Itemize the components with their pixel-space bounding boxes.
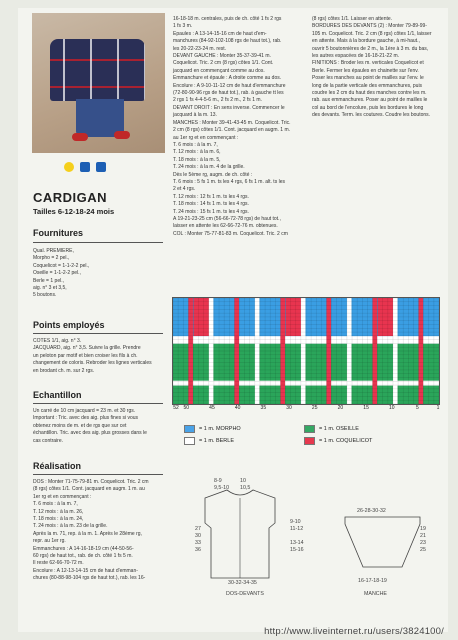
- text-line: 2 cm (8 rgs) côtes 1/1. Cont. jacquard en augm. 1 m.: [173, 127, 290, 134]
- legend-item-berle: [184, 437, 234, 445]
- legend-swatch: [304, 437, 315, 445]
- section-divider: [33, 474, 163, 475]
- text-line: T. 6 mois : à la m. 7,: [33, 501, 78, 508]
- text-line: T. 24 mois : à la m. 23 de la grille.: [33, 523, 108, 530]
- instructions-column-3: [312, 16, 440, 120]
- x-tick-label: 1: [436, 405, 440, 411]
- dos-devants-label: DOS-DEVANTS: [226, 591, 264, 597]
- text-line: au 1er rg et en commençant :: [173, 134, 239, 141]
- text-line: Epaules : A 13-14-15-16 cm de haut d'em-: [173, 30, 267, 37]
- echantillon-text: [33, 408, 165, 445]
- section-divider: [33, 333, 163, 334]
- text-line: JACQUARD, aig. n° 3,5. Suivre la grille. Prendre: [33, 345, 141, 352]
- legend-label: = 1 m. BERLE: [199, 438, 235, 444]
- text-line: COL : Monter 75-77-81-83 m. Coquelicot. Tric. 2 cm: [173, 230, 288, 237]
- instructions-column-2: [173, 16, 301, 238]
- text-line: (8 rgs) côtes 1/1. Laisser en attente.: [312, 16, 393, 22]
- x-tick-label: 5: [416, 405, 419, 411]
- text-line: jacquard à la m. 13.: [173, 112, 217, 119]
- text-line: les 20-22-23-24 m. rest.: [173, 45, 227, 52]
- manche-top: 26-28-30-32: [357, 508, 386, 514]
- text-line: coudre les 2 cm du haut des manches contre les m.: [312, 90, 427, 97]
- text-line: chures (80-88-98-104 rgs de haut tot.), rab. les 16-: [33, 575, 146, 582]
- text-line: 60 rgs) de haut tot., rab. de ch. côté 1 fs 5 m.: [33, 553, 133, 560]
- text-line: T. 12 mois : 12 fs 1 m. ts les 4 rgs.: [173, 193, 249, 200]
- text-line: Après la m. 71, rep. à la m. 1. Après le 28ème rg,: [33, 530, 142, 537]
- text-line: 1er rg et en commençant :: [33, 493, 92, 500]
- pattern-title: CARDIGAN: [33, 190, 108, 205]
- manche-label: MANCHE: [364, 591, 387, 597]
- text-line: T. 24 mois : 15 fs 1 m. ts les 4 rgs.: [173, 208, 249, 215]
- dos-top-d: 10,5: [240, 485, 251, 491]
- dos-height: 36: [195, 547, 201, 553]
- dos-bottom: 30-32-34-35: [228, 580, 257, 586]
- difficulty-icon: [64, 162, 74, 172]
- dos-height: 33: [195, 540, 201, 546]
- source-url: http://www.liveinternet.ru/users/3824100/: [264, 626, 444, 637]
- text-line: aig. n° 3 et 3,5,: [33, 285, 67, 292]
- text-line: manchures (84-92-102-108 rgs de haut tot.), rab.: [173, 38, 282, 45]
- text-line: cas contraire.: [33, 437, 64, 444]
- text-line: 2 et 4 rgs.: [173, 186, 196, 193]
- text-line: changement de coloris. Rebroder les lignes verticales: [33, 360, 152, 367]
- text-line: T. 18 mois : à la m. 5,: [173, 156, 221, 163]
- text-line: laisser en attente les 62-66-72-76 m. obtenues.: [173, 223, 278, 230]
- x-tick-label: 50: [183, 405, 190, 411]
- text-line: DEVANT DROIT : En sens inverse. Commencer le: [173, 104, 285, 111]
- difficulty-icons: [64, 162, 106, 172]
- text-line: 16-18-18 m. centrales, puis de ch. côté 1 fs 2 rgs: [173, 16, 282, 22]
- text-line: T. 24 mois : à la m. 4 de la grille.: [173, 164, 245, 171]
- text-line: Oseille = 1-1-2-2 pel.,: [33, 270, 81, 277]
- x-tick-label: 10: [388, 405, 395, 411]
- text-line: BORDURES DES DEVANTS (2) : Monter 79-89-99-: [312, 23, 427, 30]
- x-tick-label: 20: [337, 405, 344, 411]
- text-line: FINITIONS : Broder les m. verticales Coquelicot et: [312, 60, 424, 67]
- section-heading-realisation: Réalisation: [33, 461, 82, 471]
- x-tick-label: 25: [311, 405, 318, 411]
- dos-side: 9-10: [290, 519, 301, 525]
- text-line: obtenez moins de m. et de rgs que sur cet: [33, 422, 127, 429]
- manche-schematic: [340, 512, 425, 582]
- dos-height: 27: [195, 526, 201, 532]
- text-line: Encolure : A 9-10-11-12 cm de haut d'emmanchure: [173, 82, 286, 89]
- grid-line-berle: [439, 298, 440, 404]
- fournitures-text: [33, 248, 165, 300]
- text-line: des devants. Term. les coutures. Coudre les boutons.: [312, 112, 431, 119]
- text-line: Coquelicot = 1-1-2-2 pel.,: [33, 262, 90, 269]
- text-line: Qual. PREMIERE,: [33, 248, 74, 254]
- jacquard-grid-chart: [172, 297, 440, 405]
- needle-icon: [80, 162, 90, 172]
- dos-side: 15-16: [290, 547, 304, 553]
- section-heading-points: Points employés: [33, 320, 105, 330]
- dos-top-a: 8-9: [214, 478, 222, 484]
- legend-item-coquelicot: [304, 437, 372, 445]
- text-line: les autres espacées de 16-18-21-22 m.: [312, 53, 399, 60]
- text-line: T. 6 mois : 5 fs 1 m. ts les 4 rgs, 6 fs 1 m. alt. ts les: [173, 178, 285, 185]
- text-line: Dès le 5ème rg, augm. de ch. côté :: [173, 171, 253, 178]
- text-line: jacquard en commençant comme au dos.: [173, 67, 265, 74]
- text-line: (72-80-90-96 rgs de haut tot.), rab. à gauche tt les: [173, 90, 284, 97]
- text-line: col au bord de l'encolure, puis les bordures le long: [312, 104, 424, 111]
- legend-label: = 1 m. COQUELICOT: [319, 438, 373, 444]
- manche-side: 23: [420, 540, 426, 546]
- text-line: MANCHES : Monter 39-41-43-45 m. Coquelicot. Tric.: [173, 119, 291, 126]
- dos-top-c: 10: [240, 478, 246, 484]
- manche-side: 25: [420, 547, 426, 553]
- text-line: échantillon. Tric. avec des aig. plus grosses dans le: [33, 430, 147, 437]
- manche-side: 21: [420, 533, 426, 539]
- realisation-text: [33, 479, 165, 583]
- text-line: T. 6 mois : à la m. 7,: [173, 141, 218, 148]
- x-tick-label: 15: [363, 405, 369, 411]
- pattern-sizes: Tailles 6-12-18-24 mois: [33, 207, 115, 216]
- x-tick-label: 30: [286, 405, 292, 411]
- text-line: 2 rgs 1 fs 4-4-5-6 m., 2 fs 2 m., 2 fs 1 m.: [173, 97, 262, 104]
- text-line: rab. aux emmanchures. Poser au point de mailles le: [312, 97, 428, 104]
- section-heading-echantillon: Echantillon: [33, 390, 82, 400]
- text-line: T. 18 mois : à la m. 24,: [33, 516, 84, 523]
- text-line: Berle. Fermer les épaules en chainette sur l'env.: [312, 67, 419, 74]
- text-line: repr. au 1er rg.: [33, 538, 66, 545]
- yarn-icon: [96, 162, 106, 172]
- chart-x-axis: [173, 405, 440, 415]
- text-line: Il reste 62-66-70-72 m.: [33, 560, 84, 567]
- text-line: Encolure : A 12-13-14-15 cm de haut d'emman-: [33, 567, 138, 574]
- x-tick-label: 40: [234, 405, 241, 411]
- text-line: T. 12 mois : à la m. 6,: [173, 149, 221, 156]
- legend-swatch: [184, 425, 195, 433]
- text-line: DEVANT GAUCHE : Monter 35-37-39-41 m.: [173, 53, 271, 60]
- sweater-illustration: [50, 39, 145, 101]
- text-line: en attente. Mais à la bordure gauche, à mi-haut.,: [312, 38, 420, 45]
- text-line: 1 fs 3 m.: [173, 23, 193, 30]
- text-line: (8 rgs) côtes 1/1. Cont. jacquard en augm. 1 m. au: [33, 486, 145, 493]
- section-divider: [33, 242, 163, 243]
- text-line: Morpho = 2 pel.,: [33, 255, 70, 262]
- text-line: Emmanchure et épaule : A droite comme au dos.: [173, 75, 282, 82]
- text-line: Poser les manches au point de mailles sur l'env. le: [312, 75, 424, 82]
- text-line: T. 12 mois : à la m. 26,: [33, 508, 84, 515]
- x-tick-label: 35: [260, 405, 267, 411]
- dos-top-b: 9,5-10: [214, 485, 230, 491]
- text-line: ouvrir 5 boutonnières de 2 m., la 1ère à 3 m. du bas,: [312, 45, 429, 52]
- legend-swatch: [184, 437, 195, 445]
- text-line: Coquelicot. Tric. 2 cm (8 rgs) côtes 1/1. Cont.: [173, 60, 274, 67]
- text-line: Un carré de 10 cm jacquard = 23 m. et 30 rgs.: [33, 408, 136, 414]
- text-line: en brodant ch. m. sur 2 rgs.: [33, 367, 95, 374]
- legend-item-oseille: [304, 425, 359, 433]
- text-line: T. 18 mois : 14 fs 1 m. ts les 4 rgs.: [173, 201, 249, 208]
- shoe-illustration: [72, 133, 88, 141]
- text-line: Important : Tric. avec des aig. plus fines si vous: [33, 415, 139, 422]
- dos-side: 13-14: [290, 540, 304, 546]
- manche-side: 19: [420, 526, 426, 532]
- cardigan-photo: [32, 13, 165, 153]
- legend-swatch: [304, 425, 315, 433]
- text-line: Emmanchures : A 14-16-18-19 cm (44-50-56-: [33, 545, 134, 552]
- points-text: [33, 338, 165, 375]
- text-line: COTES 1/1, aig. n° 3.: [33, 338, 82, 344]
- x-tick-label: 52: [173, 405, 179, 411]
- dos-height: 30: [195, 533, 201, 539]
- section-heading-fournitures: Fournitures: [33, 228, 84, 238]
- text-line: 5 boutons.: [33, 292, 57, 299]
- x-tick-label: 45: [209, 405, 215, 411]
- legend-label: = 1 m. MORPHO: [199, 426, 241, 432]
- text-line: DOS : Monter 71-75-79-81 m. Coquelicot. Tric. 2 cm: [33, 479, 149, 485]
- legend-label: = 1 m. OSEILLE: [319, 426, 359, 432]
- section-divider: [33, 403, 163, 404]
- shoe-illustration: [114, 131, 130, 139]
- text-line: A 19-21-23-25 cm (56-66-72-78 rgs) de haut tot.,: [173, 215, 281, 222]
- manche-bottom: 16-17-18-19: [358, 578, 387, 584]
- text-line: long de la partie verticale des emmanchures, puis: [312, 82, 423, 89]
- text-line: 105 m. Coquelicot. Tric. 2 cm (8 rgs) côtes 1/1, laisser: [312, 30, 432, 37]
- dos-side: 11-12: [290, 526, 304, 532]
- text-line: un peloton par motif et bien croiser les fils à ch.: [33, 352, 138, 359]
- text-line: Berle = 1 pel.,: [33, 277, 64, 284]
- legend-item-morpho: [184, 425, 241, 433]
